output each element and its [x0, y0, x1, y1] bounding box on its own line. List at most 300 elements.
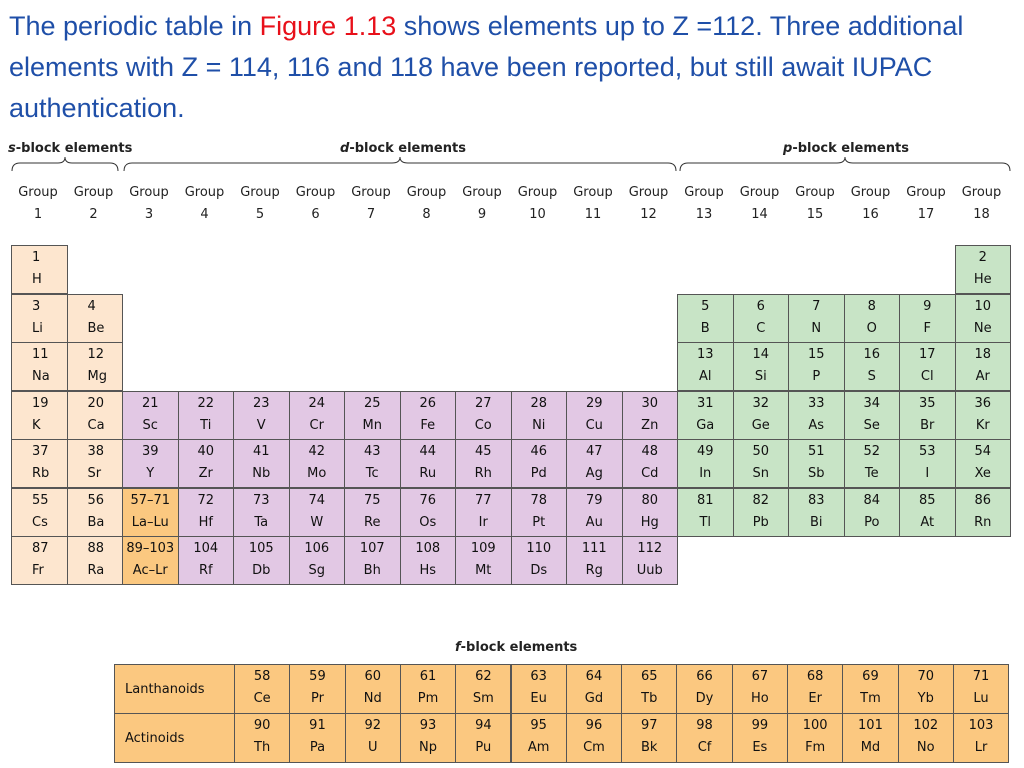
group-label: Group — [295, 185, 336, 200]
element-symbol: In — [699, 466, 712, 481]
element-cell-cu — [566, 391, 623, 440]
atomic-number: 95 — [530, 718, 547, 733]
group-label: Group — [850, 185, 891, 200]
d-block-letter: d — [340, 141, 350, 156]
atomic-number: 44 — [419, 444, 437, 459]
element-cell-rb — [11, 439, 68, 488]
element-symbol: Sc — [142, 417, 158, 433]
intro-part1: The periodic table in — [9, 11, 260, 41]
element-symbol: Ac–Lr — [132, 563, 168, 578]
element-symbol: I — [925, 466, 930, 481]
element-symbol: Bk — [641, 740, 658, 755]
atomic-number: 41 — [252, 444, 270, 459]
element-cell-bh — [344, 536, 401, 585]
element-cell-ho — [732, 664, 788, 714]
element-cell-tc — [344, 439, 401, 488]
atomic-number: 35 — [918, 395, 936, 411]
element-symbol: Nd — [363, 691, 382, 706]
atomic-number: 99 — [751, 718, 769, 733]
element-cell-fe — [400, 391, 457, 440]
atomic-number: 108 — [415, 541, 441, 556]
atomic-number: 12 — [87, 347, 105, 362]
atomic-number: 37 — [32, 444, 49, 459]
element-symbol: Ge — [751, 417, 770, 433]
element-cell-cf — [676, 713, 732, 763]
atomic-number: 2 — [978, 250, 987, 265]
element-cell-te — [844, 439, 901, 488]
element-cell-au — [566, 488, 623, 537]
element-symbol: Fr — [32, 563, 44, 578]
atomic-number: 49 — [696, 444, 714, 459]
atomic-number: 50 — [752, 444, 770, 459]
element-cell-in — [677, 439, 734, 488]
element-symbol: Db — [252, 563, 271, 578]
element-symbol: Ni — [532, 417, 546, 433]
atomic-number: 86 — [974, 492, 992, 508]
element-cell-eu — [511, 664, 567, 714]
group-label: Group — [573, 185, 613, 200]
element-symbol: Rf — [198, 563, 213, 578]
element-symbol: Es — [752, 740, 768, 755]
s-block-rest: -block elements — [15, 141, 133, 156]
element-cell-mg — [67, 342, 124, 391]
group-label: Group — [517, 185, 558, 200]
atomic-number: 7 — [812, 298, 821, 314]
atomic-number: 87 — [32, 541, 49, 556]
element-cell-tm — [842, 664, 898, 714]
element-symbol: Hg — [640, 514, 659, 530]
element-symbol: Cl — [920, 369, 934, 384]
atomic-number: 64 — [585, 669, 603, 684]
element-cell-ta — [233, 488, 290, 537]
element-symbol: Er — [808, 691, 822, 706]
element-symbol: Hs — [419, 563, 437, 578]
element-cell-mn — [344, 391, 401, 440]
group-number: 15 — [806, 207, 824, 222]
element-symbol: B — [700, 320, 710, 336]
atomic-number: 74 — [308, 492, 326, 508]
element-symbol: Tc — [365, 466, 379, 481]
element-cell-li — [11, 294, 68, 343]
atomic-number: 3 — [32, 298, 41, 314]
atomic-number: 34 — [863, 395, 881, 411]
element-cell-al — [677, 342, 734, 391]
figure-reference: Figure 1.13 — [259, 11, 397, 41]
element-cell-db — [233, 536, 290, 585]
atomic-number: 92 — [364, 718, 382, 733]
group-number: 4 — [200, 207, 209, 222]
atomic-number: 103 — [968, 718, 994, 733]
element-cell-ce — [234, 664, 290, 714]
atomic-number: 9 — [923, 298, 932, 314]
atomic-number: 18 — [974, 347, 992, 362]
atomic-number: 77 — [474, 492, 492, 508]
group-number: 17 — [917, 207, 935, 222]
element-cell-he — [955, 245, 1012, 294]
atomic-number: 17 — [918, 347, 936, 362]
atomic-number: 98 — [696, 718, 713, 733]
atomic-number: 11 — [32, 347, 49, 362]
element-symbol: H — [32, 272, 42, 287]
element-symbol: Xe — [974, 466, 991, 481]
element-cell-cd — [622, 439, 679, 488]
atomic-number: 75 — [363, 492, 381, 508]
atomic-number: 79 — [585, 492, 603, 508]
element-cell-np — [400, 713, 456, 763]
element-cell-na — [11, 342, 68, 391]
element-cell-bi — [788, 488, 845, 537]
group-header-8 — [399, 182, 454, 226]
group-header-9 — [455, 182, 510, 226]
group-number: 11 — [584, 207, 602, 222]
element-symbol: At — [920, 514, 935, 530]
atomic-number: 54 — [974, 444, 992, 459]
atomic-number: 90 — [253, 718, 271, 733]
element-symbol: Lr — [974, 740, 988, 755]
element-cell-h — [11, 245, 68, 294]
element-cell-u — [345, 713, 401, 763]
element-symbol: Rn — [974, 514, 992, 530]
atomic-number: 67 — [751, 669, 769, 684]
atomic-number: 52 — [863, 444, 881, 459]
group-header-7 — [344, 182, 399, 226]
element-symbol: Md — [860, 740, 881, 755]
element-symbol: He — [973, 272, 992, 287]
element-symbol: No — [916, 740, 935, 755]
element-cell-hg — [622, 488, 679, 537]
atomic-number: 88 — [87, 541, 105, 556]
atomic-number: 71 — [972, 669, 990, 684]
element-cell-w — [289, 488, 346, 537]
element-symbol: Sn — [752, 466, 769, 481]
element-cell-nd — [345, 664, 401, 714]
atomic-number: 25 — [363, 395, 381, 411]
atomic-number: 69 — [862, 669, 879, 684]
element-symbol: Bi — [809, 514, 823, 530]
element-cell-uub — [622, 536, 679, 585]
element-cell-dy — [676, 664, 732, 714]
p-block-rest: -block elements — [792, 141, 909, 156]
element-symbol: Fe — [420, 417, 436, 433]
element-symbol: Y — [146, 466, 155, 481]
atomic-number: 15 — [807, 347, 825, 362]
atomic-number: 14 — [752, 347, 770, 362]
atomic-number: 107 — [359, 541, 385, 556]
element-cell-zn — [622, 391, 679, 440]
element-symbol: Pm — [417, 691, 439, 706]
group-header-13 — [677, 182, 732, 226]
group-header-4 — [177, 182, 232, 226]
lanthanoids-label: Lanthanoids — [114, 664, 235, 714]
element-symbol: Eu — [530, 691, 547, 706]
group-number: 6 — [311, 207, 320, 222]
element-symbol: Ti — [200, 417, 212, 433]
element-cell-rg — [566, 536, 623, 585]
intro-text — [9, 6, 1014, 129]
atomic-number: 59 — [309, 669, 326, 684]
atomic-number: 53 — [918, 444, 936, 459]
atomic-number: 47 — [585, 444, 603, 459]
atomic-number: 106 — [304, 541, 330, 556]
group-number: 18 — [973, 207, 990, 222]
element-symbol: P — [812, 369, 821, 384]
element-cell-mo — [289, 439, 346, 488]
element-cell-sn — [733, 439, 790, 488]
element-symbol: Co — [474, 417, 492, 433]
element-cell-sm — [455, 664, 511, 714]
atomic-number: 104 — [193, 541, 219, 556]
atomic-number: 73 — [252, 492, 270, 508]
element-cell-at — [899, 488, 956, 537]
element-symbol: Dy — [695, 691, 714, 706]
element-symbol: Ho — [750, 691, 769, 706]
element-symbol: Cd — [641, 466, 659, 481]
element-symbol: Cm — [583, 740, 605, 755]
element-symbol: Bh — [363, 563, 381, 578]
element-symbol: Cr — [309, 417, 324, 433]
group-number: 9 — [477, 207, 487, 222]
element-symbol: Kr — [975, 417, 990, 433]
atomic-number: 111 — [581, 541, 607, 556]
element-cell-zr — [178, 439, 235, 488]
element-cell-ir — [455, 488, 512, 537]
element-symbol: Lu — [973, 691, 989, 706]
group-label: Group — [961, 185, 1002, 200]
element-symbol: Re — [364, 514, 381, 530]
group-label: Group — [129, 185, 169, 200]
atomic-number: 20 — [87, 395, 105, 411]
element-symbol: Nb — [252, 466, 271, 481]
element-cell-si — [733, 342, 790, 391]
atomic-number: 13 — [696, 347, 714, 362]
element-cell-v — [233, 391, 290, 440]
atomic-number: 60 — [364, 669, 382, 684]
element-symbol: Sm — [472, 691, 494, 706]
atomic-number: 57–71 — [130, 492, 171, 508]
atomic-number: 45 — [474, 444, 492, 459]
atomic-number: 42 — [308, 444, 326, 459]
group-header-16 — [843, 182, 898, 226]
group-number: 7 — [366, 207, 376, 222]
atomic-number: 110 — [526, 541, 552, 556]
element-symbol: Ir — [478, 514, 488, 530]
element-symbol: Rh — [474, 466, 492, 481]
element-symbol: Ca — [87, 417, 105, 433]
element-cell-ar — [955, 342, 1012, 391]
atomic-number: 62 — [475, 669, 492, 684]
element-cell-ds — [511, 536, 568, 585]
group-header-12 — [621, 182, 676, 226]
group-number: 8 — [422, 207, 431, 222]
element-cell-cr — [289, 391, 346, 440]
element-cell-ru — [400, 439, 457, 488]
element-symbol: Zr — [198, 466, 213, 481]
atomic-number: 24 — [308, 395, 326, 411]
element-cell-pt — [511, 488, 568, 537]
element-cell-br — [899, 391, 956, 440]
atomic-number: 19 — [32, 395, 49, 411]
element-cell-s — [844, 342, 901, 391]
atomic-number: 1 — [32, 250, 41, 265]
element-cell-yb — [898, 664, 954, 714]
group-label: Group — [684, 185, 724, 200]
element-symbol: Ne — [973, 320, 992, 336]
element-symbol: Tm — [860, 691, 881, 706]
group-label: Group — [240, 185, 280, 200]
element-cell-sb — [788, 439, 845, 488]
group-header-15 — [788, 182, 843, 226]
element-symbol: Si — [754, 369, 767, 384]
group-header-2 — [66, 182, 121, 226]
group-label: Group — [462, 185, 502, 200]
group-header-1 — [11, 182, 66, 226]
element-symbol: As — [808, 417, 825, 433]
element-symbol: Pt — [532, 514, 546, 530]
element-symbol: Li — [32, 320, 43, 336]
element-cell-cl — [899, 342, 956, 391]
element-cell-cs — [11, 488, 68, 537]
element-cell-ti — [178, 391, 235, 440]
atomic-number: 8 — [867, 298, 876, 314]
element-symbol: Na — [32, 369, 50, 384]
group-label: Group — [739, 185, 780, 200]
atomic-number: 4 — [87, 298, 96, 314]
atomic-number: 102 — [913, 718, 939, 733]
element-cell-se — [844, 391, 901, 440]
f-block-letter: f — [455, 640, 461, 655]
atomic-number: 29 — [585, 395, 603, 411]
group-label: Group — [795, 185, 835, 200]
atomic-number: 94 — [475, 718, 492, 733]
element-cell-f — [899, 294, 956, 343]
element-symbol: Am — [527, 740, 550, 755]
atomic-number: 109 — [470, 541, 496, 556]
element-symbol: Pa — [309, 740, 326, 755]
atomic-number: 39 — [141, 444, 159, 459]
element-symbol: Al — [698, 369, 712, 384]
element-symbol: W — [310, 514, 324, 530]
atomic-number: 76 — [419, 492, 437, 508]
element-cell-md — [842, 713, 898, 763]
element-symbol: Th — [254, 740, 271, 755]
atomic-number: 78 — [530, 492, 548, 508]
f-block-rest: -block elements — [460, 640, 578, 655]
element-symbol: Cs — [32, 514, 48, 530]
element-symbol: Ag — [585, 466, 603, 481]
element-cell-ge — [733, 391, 790, 440]
element-symbol: Uub — [636, 563, 663, 578]
atomic-number: 43 — [363, 444, 381, 459]
group-number: 10 — [529, 207, 546, 222]
atomic-number: 81 — [696, 492, 714, 508]
element-cell-o — [844, 294, 901, 343]
element-symbol: Ga — [696, 417, 715, 433]
element-cell-k — [11, 391, 68, 440]
group-header-17 — [899, 182, 954, 226]
element-cell-sc — [122, 391, 179, 440]
intro-part2: shows elements up to Z =112. Three additional elements with Z = 114, 116 and 118 have been reported, but still await IUPAC authentication. — [9, 11, 964, 123]
atomic-number: 70 — [917, 669, 935, 684]
atomic-number: 97 — [640, 718, 658, 733]
atomic-number: 55 — [32, 492, 49, 508]
actinoids-label: Actinoids — [114, 713, 235, 763]
p-block-letter: p — [783, 141, 793, 156]
element-symbol: Pu — [475, 740, 492, 755]
element-symbol: Os — [419, 514, 437, 530]
group-number: 16 — [862, 207, 879, 222]
d-block-rest: -block elements — [349, 141, 466, 156]
element-cell-th — [234, 713, 290, 763]
element-symbol: Ds — [530, 563, 548, 578]
element-cell-rn — [955, 488, 1012, 537]
element-cell-sr — [67, 439, 124, 488]
atomic-number: 68 — [806, 669, 824, 684]
element-cell-fm — [787, 713, 843, 763]
element-symbol: Yb — [917, 691, 934, 706]
element-symbol: Hf — [198, 514, 213, 530]
atomic-number: 56 — [87, 492, 105, 508]
group-label: Group — [184, 185, 225, 200]
element-symbol: S — [867, 369, 876, 384]
element-cell-no — [898, 713, 954, 763]
element-cell-hf — [178, 488, 235, 537]
atomic-number: 31 — [696, 395, 714, 411]
atomic-number: 27 — [474, 395, 492, 411]
atomic-number: 83 — [807, 492, 825, 508]
element-symbol: Fm — [805, 740, 826, 755]
s-block-letter: s — [8, 141, 16, 156]
element-cell-rf — [178, 536, 235, 585]
element-cell-aclr — [122, 536, 179, 585]
element-symbol: Ra — [87, 563, 105, 578]
group-number: 1 — [33, 207, 43, 222]
atomic-number: 89–103 — [126, 541, 175, 556]
element-cell-pb — [733, 488, 790, 537]
element-symbol: Sr — [87, 466, 102, 481]
group-header-14 — [732, 182, 787, 226]
group-header-5 — [233, 182, 288, 226]
atomic-number: 105 — [248, 541, 274, 556]
element-cell-p — [788, 342, 845, 391]
atomic-number: 16 — [863, 347, 881, 362]
element-cell-pu — [455, 713, 511, 763]
element-symbol: Te — [864, 466, 879, 481]
group-number: 3 — [144, 207, 154, 222]
element-symbol: Mt — [475, 563, 492, 578]
element-cell-be — [67, 294, 124, 343]
element-symbol: Cu — [585, 417, 603, 433]
element-symbol: Tb — [641, 691, 658, 706]
atomic-number: 28 — [530, 395, 548, 411]
element-symbol: Ta — [254, 514, 269, 530]
atomic-number: 23 — [252, 395, 270, 411]
atomic-number: 58 — [253, 669, 271, 684]
element-symbol: Au — [585, 514, 603, 530]
element-cell-cm — [566, 713, 622, 763]
element-symbol: Rg — [585, 563, 603, 578]
element-symbol: Ce — [253, 691, 271, 706]
element-cell-lalu — [122, 488, 179, 537]
group-label: Group — [406, 185, 447, 200]
atomic-number: 96 — [585, 718, 603, 733]
group-label: Group — [18, 185, 58, 200]
element-symbol: Ru — [419, 466, 437, 481]
element-cell-rh — [455, 439, 512, 488]
element-symbol: Po — [864, 514, 880, 530]
atomic-number: 85 — [918, 492, 936, 508]
element-cell-xe — [955, 439, 1012, 488]
group-number: 12 — [640, 207, 657, 222]
